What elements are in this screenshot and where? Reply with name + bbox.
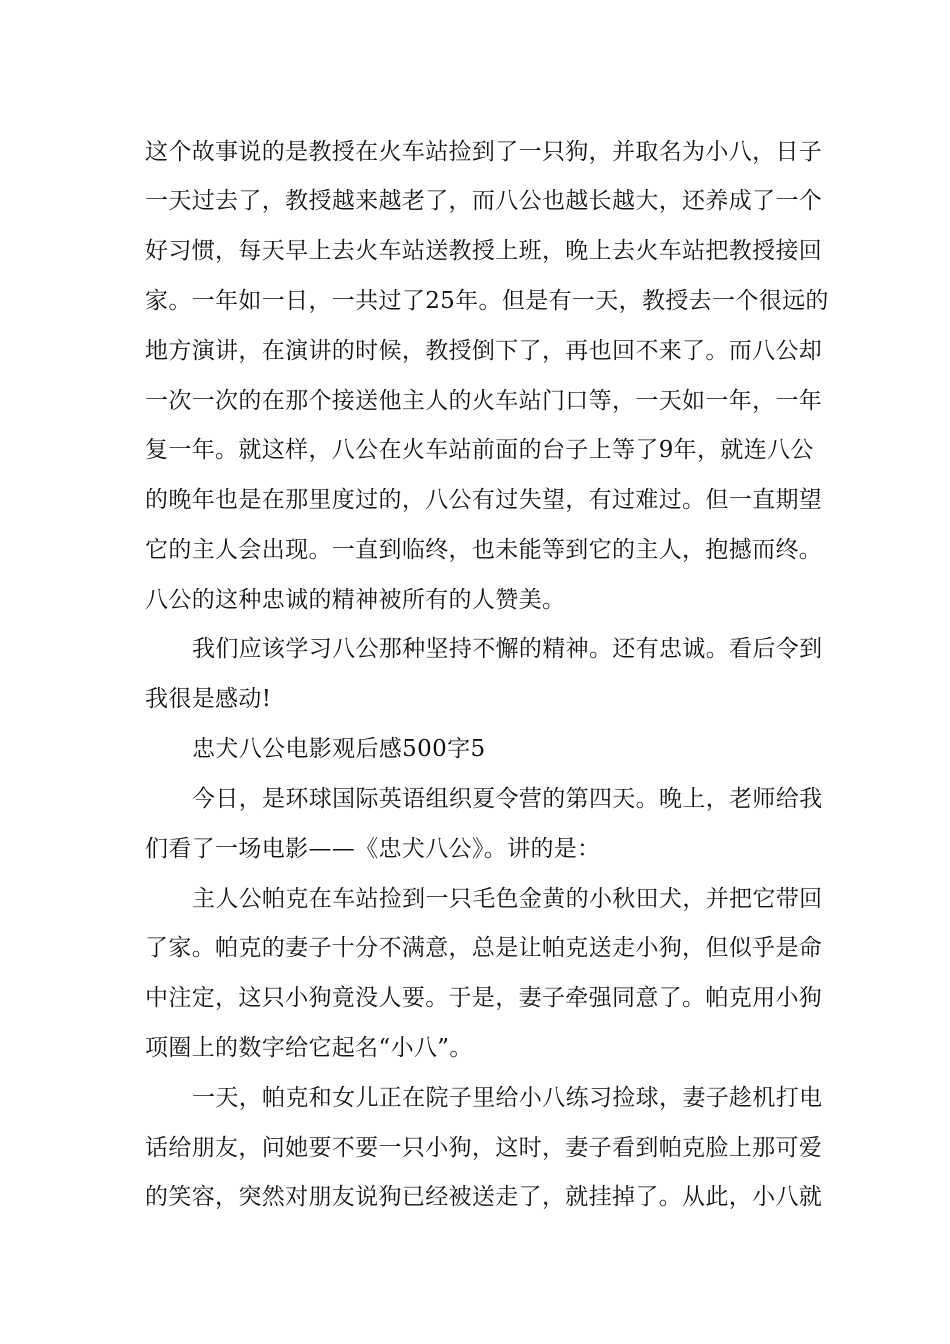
text-line: 复一年。就这样，八公在火车站前面的台子上等了9年，就连八公	[145, 437, 814, 463]
text-line: 我们应该学习八公那种坚持不懈的精神。还有忠诚。看后令到	[192, 636, 823, 662]
text-line: 好习惯，每天早上去火车站送教授上班，晚上去火车站把教授接回	[145, 238, 823, 264]
text-line: 的笑容，突然对朋友说狗已经被送走了，就挂掉了。从此，小八就	[145, 1184, 823, 1210]
text-line: 今日，是环球国际英语组织夏令营的第四天。晚上，老师给我	[192, 786, 823, 812]
text-line: 中注定，这只小狗竟没人要。于是，妻子牵强同意了。帕克用小狗	[145, 985, 823, 1011]
text-line: 我很是感动!	[145, 686, 272, 712]
text-line: 主人公帕克在车站捡到一只毛色金黄的小秋田犬，并把它带回	[192, 886, 823, 912]
text-line: 一天过去了，教授越来越老了，而八公也越长越大，还养成了一个	[145, 188, 823, 214]
text-line: 家。一年如一日，一共过了25年。但是有一天，教授去一个很远的	[145, 288, 829, 314]
text-line: 们看了一场电影——《忠犬八公》。讲的是：	[145, 836, 601, 862]
text-line: 话给朋友，问她要不要一只小狗，这时，妻子看到帕克脸上那可爱	[145, 1135, 823, 1161]
text-line: 八公的这种忠诚的精神被所有的人赞美。	[145, 587, 566, 613]
text-line: 地方演讲，在演讲的时候，教授倒下了，再也回不来了。而八公却	[145, 338, 823, 364]
text-line: 它的主人会出现。一直到临终，也未能等到它的主人，抱撼而终。	[145, 537, 823, 563]
text-line: 一天，帕克和女儿正在院子里给小八练习捡球，妻子趁机打电	[192, 1085, 823, 1111]
text-line: 项圈上的数字给它起名“小八”。	[145, 1035, 473, 1061]
text-line: 这个故事说的是教授在火车站捡到了一只狗，并取名为小八，日子	[145, 139, 823, 165]
section-heading: 忠犬八公电影观后感500字5	[192, 736, 486, 762]
text-line: 了家。帕克的妻子十分不满意，总是让帕克送走小狗，但似乎是命	[145, 935, 823, 961]
text-line: 的晚年也是在那里度过的，八公有过失望，有过难过。但一直期望	[145, 487, 823, 513]
text-line: 一次一次的在那个接送他主人的火车站门口等，一天如一年，一年	[145, 388, 823, 414]
